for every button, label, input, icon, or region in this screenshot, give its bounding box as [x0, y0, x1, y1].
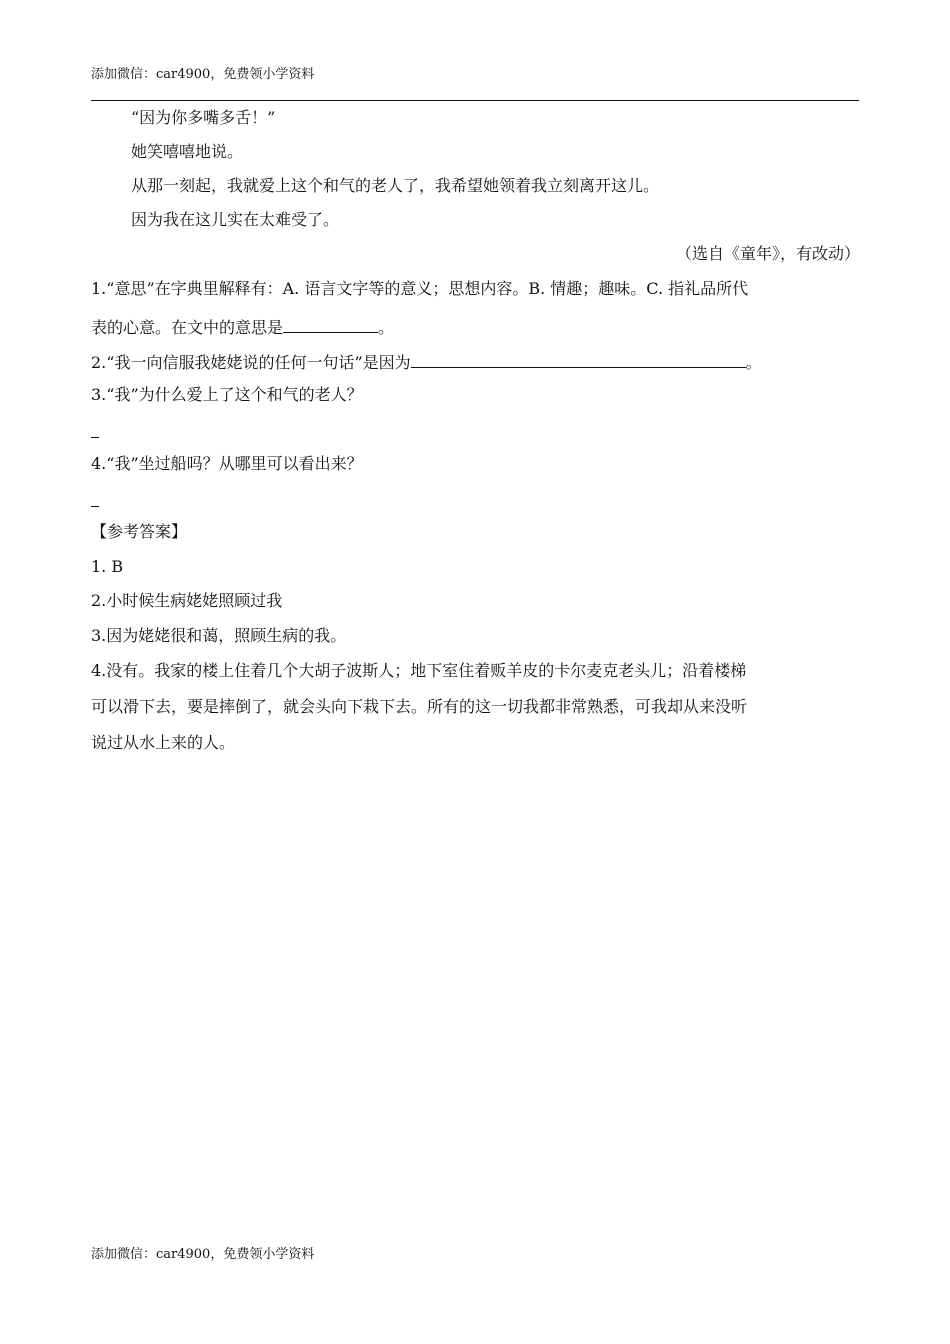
- page-footer: 添加微信：car4900，免费领小学资料: [91, 1247, 315, 1262]
- question-1-line-2: [91, 314, 861, 340]
- answer-4-line-1: 4.没有。我家的楼上住着几个大胡子波斯人；地下室住着贩羊皮的卡尔麦克老头儿；沿着楼梯: [91, 661, 747, 680]
- question-3-answer-line[interactable]: [91, 437, 99, 438]
- question-2-end-mark: 。: [745, 353, 762, 372]
- answer-4-line-3: 说过从水上来的人。: [91, 733, 236, 752]
- question-2-answer-blank[interactable]: [411, 349, 746, 368]
- passage-source: （选自《童年》，有改动）: [675, 244, 860, 263]
- passage-line-4: 因为我在这儿实在太难受了。: [131, 210, 340, 229]
- passage-line-3: 从那一刻起，我就爱上这个和气的老人了，我希望她领着我立刻离开这儿。: [131, 176, 660, 195]
- question-1-end-mark: 。: [378, 318, 395, 337]
- question-2-prompt: 2.“我一向信服我姥姥说的任何一句话”是因为: [91, 353, 411, 372]
- answer-2: 2.小时候生病姥姥照顾过我: [91, 591, 283, 610]
- page-header: 添加微信：car4900，免费领小学资料: [91, 67, 315, 82]
- question-1-prompt: 表的心意。在文中的意思是: [91, 318, 284, 337]
- question-1-answer-blank[interactable]: [283, 314, 378, 333]
- answer-4-line-2: 可以滑下去，要是摔倒了，就会头向下栽下去。所有的这一切我都非常熟悉，可我却从来没听: [91, 697, 748, 716]
- question-2: [91, 349, 861, 375]
- passage-line-1: “因为你多嘴多舌！”: [131, 108, 276, 127]
- question-4-answer-line[interactable]: [91, 506, 99, 507]
- question-3: 3.“我”为什么爱上了这个和气的老人？: [91, 385, 363, 404]
- question-4: 4.“我”坐过船吗？从哪里可以看出来？: [91, 454, 363, 473]
- question-1-line-1: 1.“意思”在字典里解释有：A. 语言文字等的意义；思想内容。B. 情趣；趣味。C. 指礼品所代: [91, 279, 749, 298]
- answers-heading: 【参考答案】: [91, 522, 188, 541]
- passage-line-2: 她笑嘻嘻地说。: [131, 142, 244, 161]
- header-divider: [91, 100, 859, 101]
- answer-3: 3.因为姥姥很和蔼，照顾生病的我。: [91, 626, 347, 645]
- answer-1: 1. B: [91, 557, 124, 576]
